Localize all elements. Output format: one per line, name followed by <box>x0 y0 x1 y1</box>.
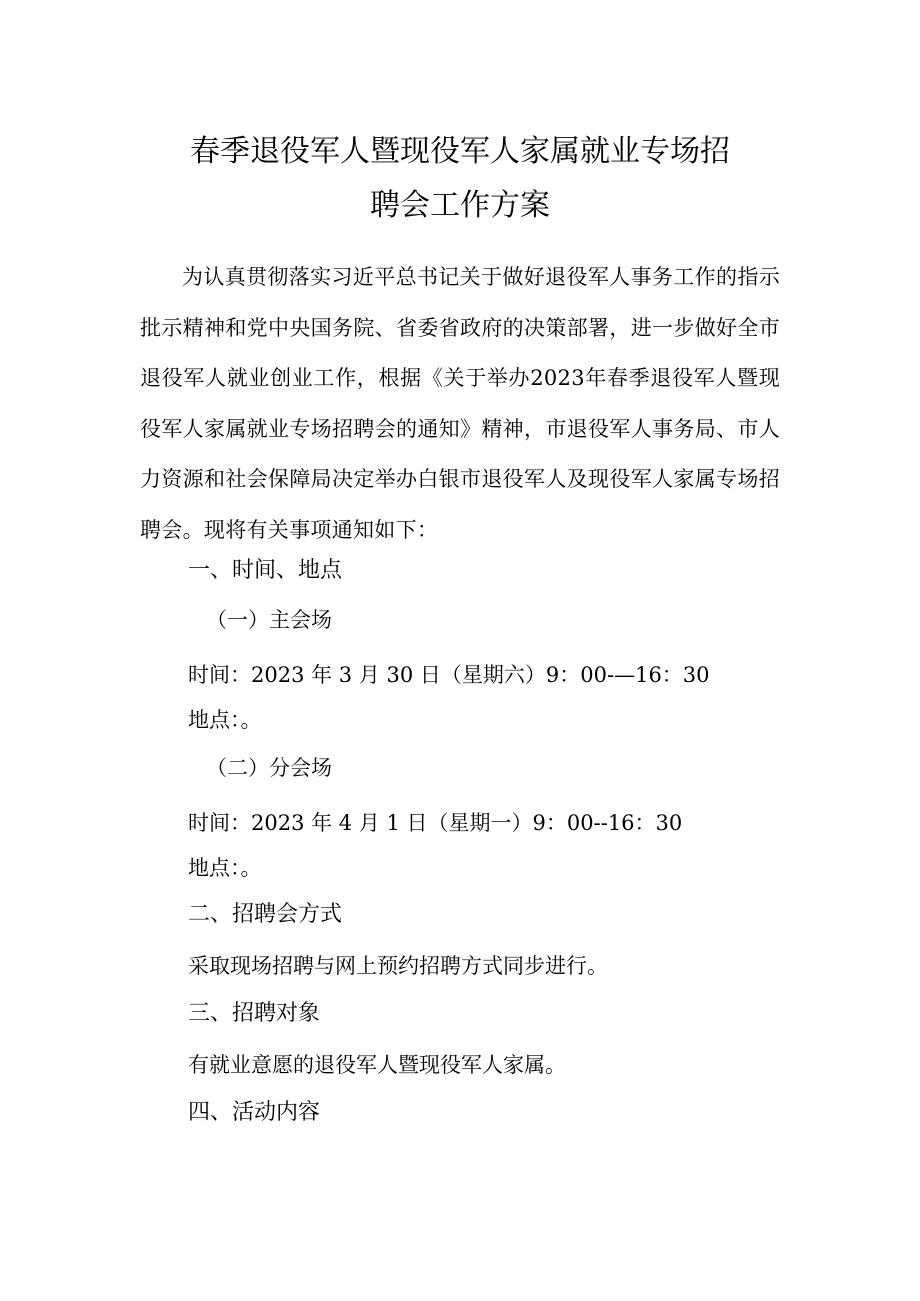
section-1-sub-1-time: 时间：2023 年 3 月 30 日（星期六）9：00-—16：30 <box>188 663 710 687</box>
section-1-sub-2-place: 地点：。 <box>188 856 262 880</box>
section-2-body: 采取现场招聘与网上预约招聘方式同步进行。 <box>188 954 608 978</box>
section-3-heading: 三、招聘对象 <box>188 1001 321 1026</box>
section-1-sub-1-label: （一）主会场 <box>206 608 332 632</box>
section-4-heading: 四、活动内容 <box>188 1100 321 1125</box>
section-2-heading: 二、招聘会方式 <box>188 902 343 927</box>
intro-paragraph: 为认真贯彻落实习近平总书记关于做好退役军人事务工作的指示批示精神和党中央国务院、省委省政府的决策部署，进一步做好全市退役军人就业创业工作，根据《关于举办2023年春季退役军人暨现役军人家属就业专场招聘会的通知》精神，市退役军人事务局、市人力资源和社会保障局决定举办白银市退役军人及现役军人家属专场招聘会。现将有关事项通知如下： <box>140 265 780 542</box>
section-1-sub-1-place: 地点：。 <box>188 708 262 732</box>
document-title-line-1: 春季退役军人暨现役军人家属就业专场招 <box>190 134 730 169</box>
document-title-line-2: 聘会工作方案 <box>370 188 550 223</box>
section-1-sub-2-time: 时间：2023 年 4 月 1 日（星期一）9：00--16：30 <box>188 811 683 835</box>
section-1-sub-2-label: （二）分会场 <box>206 756 332 780</box>
section-1-heading: 一、时间、地点 <box>188 558 343 583</box>
section-3-body: 有就业意愿的退役军人暨现役军人家属。 <box>188 1053 566 1077</box>
